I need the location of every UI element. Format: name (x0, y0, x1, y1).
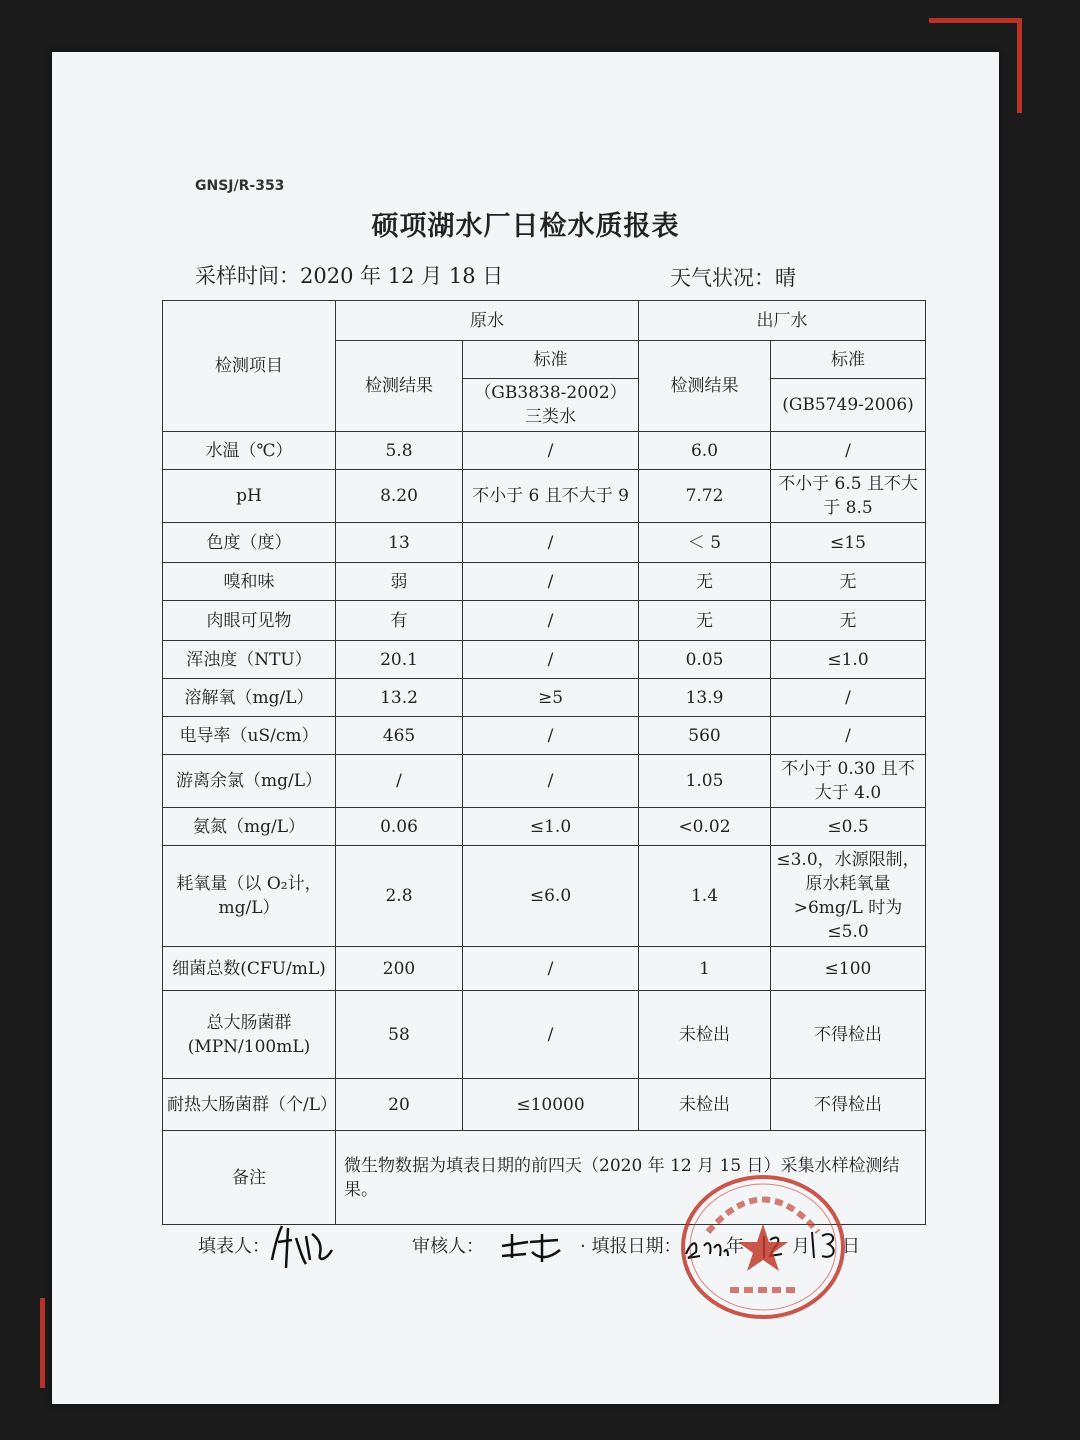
table-row: 总大肠菌群(MPN/100mL) 58 / 未检出 不得检出 (163, 991, 926, 1079)
date-day-unit: 日 (842, 1236, 860, 1257)
header-raw-result: 检测结果 (336, 341, 463, 432)
date-month-unit: 月 (792, 1236, 810, 1257)
reviewer-label: 审核人： (412, 1236, 484, 1257)
table-row: 色度（度） 13 / ＜ 5 ≤15 (163, 523, 926, 563)
table-row: 浑浊度（NTU） 20.1 / 0.05 ≤1.0 (163, 641, 926, 679)
weather-status: 天气状况：晴 (670, 266, 796, 290)
table-row: pH 8.20 不小于 6 且不大于 9 7.72 不小于 6.5 且不大于 8.5 (163, 470, 926, 523)
header-raw-standard: 标准 (463, 341, 639, 379)
reviewer-signature (498, 1232, 564, 1266)
header-item: 检测项目 (163, 301, 336, 432)
table-row: 肉眼可见物 有 / 无 无 (163, 601, 926, 641)
date-year-unit: 年 (726, 1236, 744, 1257)
table-row: 细菌总数(CFU/mL) 200 / 1 ≤100 (163, 947, 926, 991)
remark-text: 微生物数据为填表日期的前四天（2020 年 12 月 15 日）采集水样检测结果。 (336, 1131, 926, 1225)
table-row: 耐热大肠菌群（个/L） 20 ≤10000 未检出 不得检出 (163, 1079, 926, 1131)
date-label: · 填报日期： (580, 1236, 682, 1257)
header-raw-water: 原水 (336, 301, 639, 341)
header-outlet-standard: 标准 (771, 341, 926, 379)
filler-signature (266, 1220, 338, 1274)
header-raw-standard-code: （GB3838-2002） 三类水 (463, 379, 639, 432)
table-row: 溶解氧（mg/L） 13.2 ≥5 13.9 / (163, 679, 926, 717)
table-row: 氨氮（mg/L） 0.06 ≤1.0 <0.02 ≤0.5 (163, 808, 926, 846)
table-row: 水温（℃） 5.8 / 6.0 / (163, 432, 926, 470)
header-outlet-water: 出厂水 (639, 301, 926, 341)
filler-label: 填表人： (198, 1236, 270, 1257)
table-row: 耗氧量（以 O₂计，mg/L） 2.8 ≤6.0 1.4 ≤3.0，水源限制，原水耗氧量>6mg/L 时为≤5.0 (163, 846, 926, 947)
page-title: 硕项湖水厂日检水质报表 (371, 211, 680, 242)
table-row: 嗅和味 弱 / 无 无 (163, 563, 926, 601)
sample-time: 采样时间：2020 年 12 月 18 日 (195, 264, 504, 288)
remark-label: 备注 (163, 1131, 336, 1225)
document-code: GNSJ/R-353 (195, 178, 285, 194)
header-outlet-standard-code: (GB5749-2006) (771, 379, 926, 432)
paper-sheet (52, 52, 999, 1404)
official-stamp (678, 1172, 848, 1322)
table-row: 游离余氯（mg/L） / / 1.05 不小于 0.30 且不大于 4.0 (163, 755, 926, 808)
water-quality-table (162, 300, 926, 1225)
header-outlet-result: 检测结果 (639, 341, 771, 432)
table-row: 电导率（uS/cm） 465 / 560 / (163, 717, 926, 755)
